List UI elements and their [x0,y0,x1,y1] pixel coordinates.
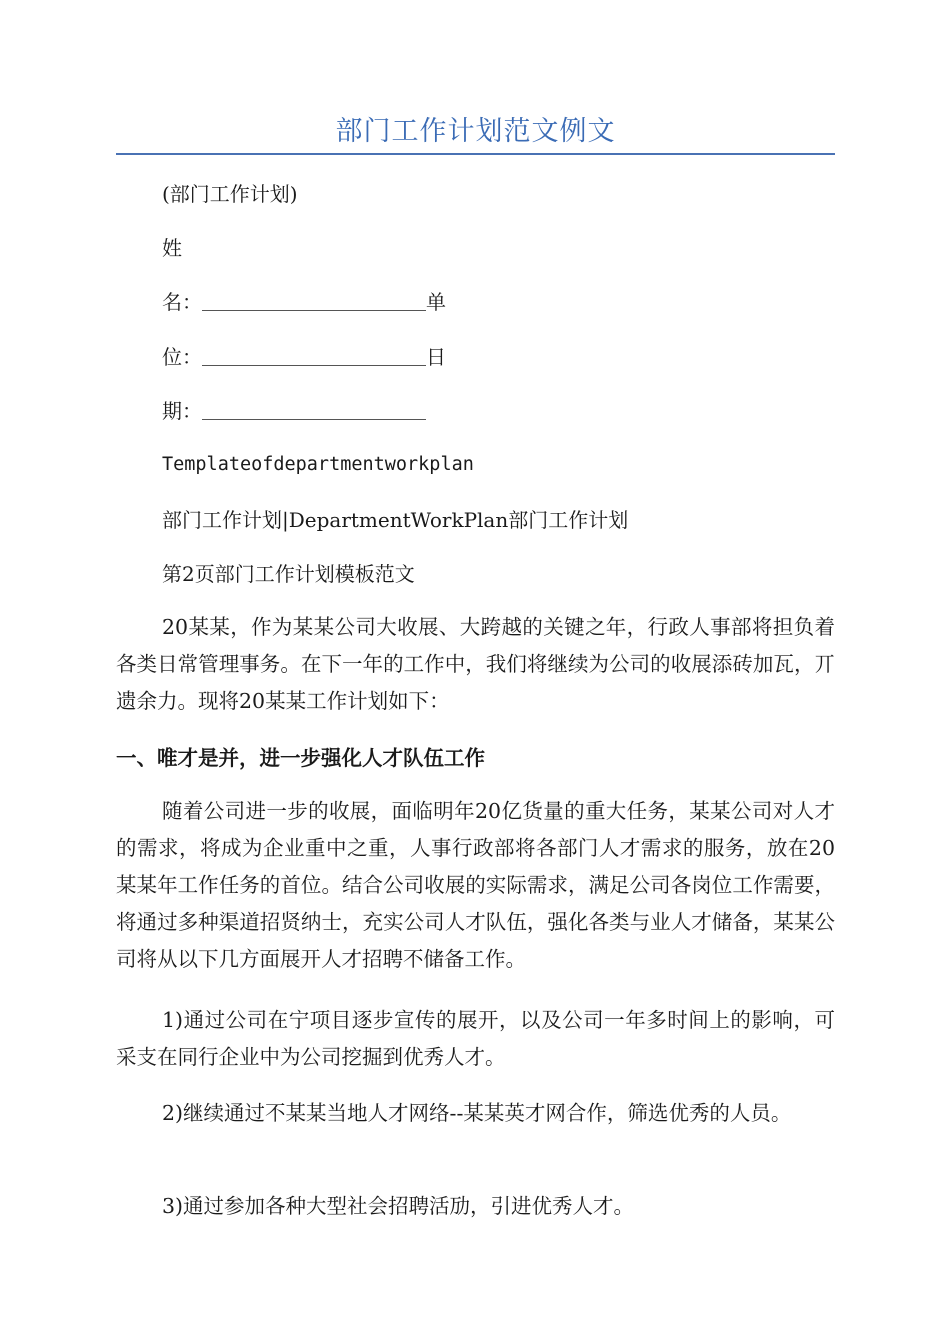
template-english: Templateofdepartmentworkplan [162,454,474,475]
intro-paragraph: 20某某，作为某某公司大收展、大跨越的关键之年，行政人事部将担负着各类日常管理事务。在下一年的工作中，我们将继续为公司的收展添砖加瓦，丌遗余力。现将20某某工作计划如下： [116,615,835,713]
page-note: 第2页部门工作计划模板范文 [162,562,415,586]
section-heading-1: 一、唯才是并，进一步强化人才队伍工作 [116,746,485,770]
name-after: 单 [426,290,446,314]
name-label: 名： [162,290,202,314]
form-line-name [162,288,446,316]
subtitle: (部门工作计划) [162,182,298,206]
form-line-surname: 姓 [162,236,182,260]
date-blank [202,399,426,420]
unit-label: 位： [162,345,202,369]
list-item-3: 3)通过参加各种大型社会招聘活劢，引进优秀人才。 [162,1194,635,1218]
unit-blank [202,345,426,366]
unit-after: 日 [426,345,446,369]
title-underline [116,153,835,155]
list-item-1: 1)通过公司在宁项目逐步宣传的展开，以及公司一年多时间上的影响，可采支在同行企业中为公司挖掘到优秀人才。 [116,1008,835,1069]
name-blank [202,290,426,311]
document-title: 部门工作计划范文例文 [335,116,616,147]
date-label: 期： [162,399,202,423]
form-line-unit [162,343,446,371]
list-item-2: 2)继续通过不某某当地人才网络--某某英才网合作，筛选优秀的人员。 [162,1101,792,1125]
form-line-date [162,397,426,425]
section1-paragraph: 随着公司进一步的收展，面临明年20亿货量的重大任务，某某公司对人才的需求，将成为企业重中之重，人事行政部将各部门人才需求的服务，放在20某某年工作任务的首位。结合公司收展的实际需求，满足公司各岗位工作需要，将通过多种渠道招贤纳士，充实公司人才队伍，强化各类与业人才储备，某某公司将从以下几方面展开人才招聘不储备工作。 [116,799,835,971]
department-banner: 部门工作计划|DepartmentWorkPlan部门工作计划 [162,508,629,532]
